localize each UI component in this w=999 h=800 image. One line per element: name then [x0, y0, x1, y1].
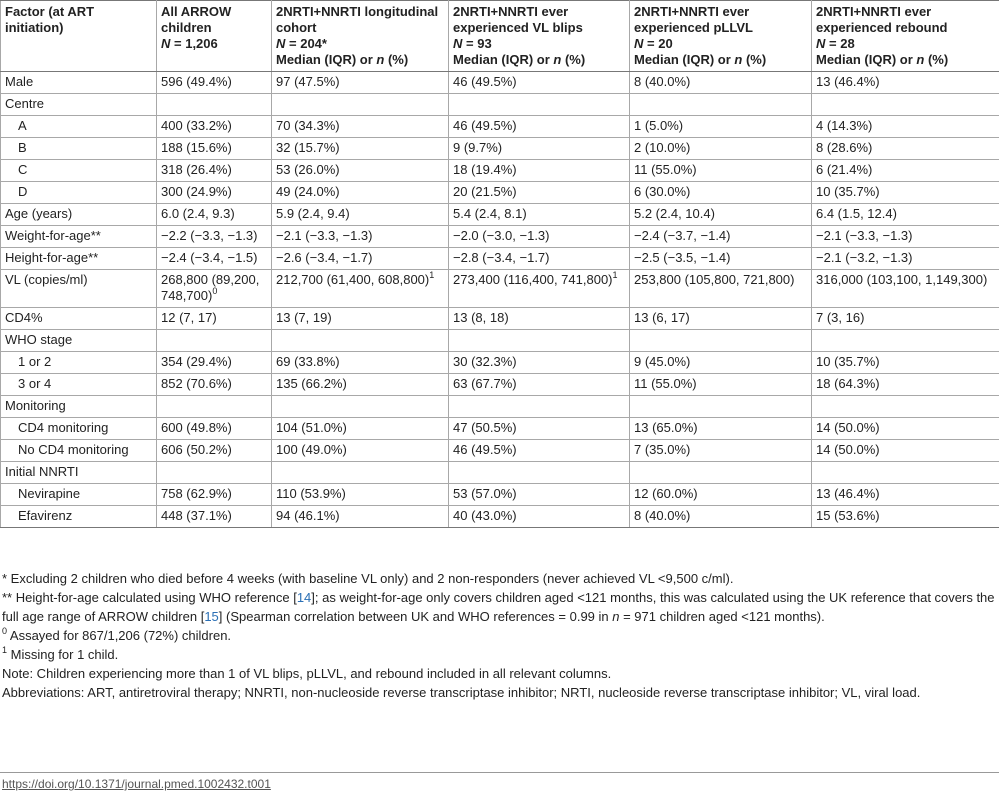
cell-value: 606 (50.2%)	[161, 442, 232, 457]
table-cell	[812, 248, 999, 270]
cell-value: 46 (49.5%)	[453, 442, 517, 457]
header-longitudinal-cohort: 2NRTI+NNRTI longitudinal cohort N = 204* Median (IQR) or n (%)	[272, 1, 449, 72]
table-cell	[812, 308, 999, 330]
cell-value: 7 (35.0%)	[634, 442, 691, 457]
table-cell	[449, 308, 630, 330]
cell-value: 400 (33.2%)	[161, 118, 232, 133]
table-cell	[630, 440, 812, 462]
cell-value: 135 (66.2%)	[276, 376, 347, 391]
cell-value: 253,800 (105,800, 721,800)	[634, 272, 795, 287]
table-cell	[449, 226, 630, 248]
table-row	[1, 248, 999, 270]
table-cell	[449, 374, 630, 396]
table-cell	[157, 330, 272, 352]
cell-value: −2.2 (−3.3, −1.3)	[161, 228, 258, 243]
row-label: CD4 monitoring	[1, 418, 157, 440]
table-cell	[157, 396, 272, 418]
cell-value: 300 (24.9%)	[161, 184, 232, 199]
cell-value: 47 (50.5%)	[453, 420, 517, 435]
cell-value: 13 (46.4%)	[816, 486, 880, 501]
table-cell	[449, 462, 630, 484]
table-cell	[272, 94, 449, 116]
cell-value: 600 (49.8%)	[161, 420, 232, 435]
table-cell	[812, 374, 999, 396]
table-row	[1, 204, 999, 226]
table-cell	[812, 138, 999, 160]
cell-value: 5.9 (2.4, 9.4)	[276, 206, 350, 221]
table-cell	[272, 418, 449, 440]
table-row	[1, 160, 999, 182]
table-cell	[630, 352, 812, 374]
table-cell	[272, 248, 449, 270]
table-cell	[812, 94, 999, 116]
cell-value: 1 (5.0%)	[634, 118, 684, 133]
table-row	[1, 374, 999, 396]
row-label: VL (copies/ml)	[1, 270, 157, 308]
table-row	[1, 72, 999, 94]
table-cell	[157, 352, 272, 374]
table-cell	[812, 72, 999, 94]
row-label: Male	[1, 72, 157, 94]
cell-value: 10 (35.7%)	[816, 354, 880, 369]
cell-value: −2.6 (−3.4, −1.7)	[276, 250, 373, 265]
cell-value: 11 (55.0%)	[634, 162, 697, 177]
table-row	[1, 506, 999, 528]
table-cell	[630, 374, 812, 396]
cell-value: 448 (37.1%)	[161, 508, 232, 523]
cell-value: 4 (14.3%)	[816, 118, 873, 133]
table-cell	[449, 418, 630, 440]
table-cell	[449, 72, 630, 94]
row-label: CD4%	[1, 308, 157, 330]
table-cell	[272, 308, 449, 330]
row-label: D	[1, 182, 157, 204]
footnote-marker: 0	[212, 285, 218, 296]
cell-value: 318 (26.4%)	[161, 162, 232, 177]
table-cell	[449, 396, 630, 418]
cell-value: 46 (49.5%)	[453, 118, 517, 133]
table-cell	[812, 226, 999, 248]
table-cell	[157, 94, 272, 116]
cell-value: 53 (57.0%)	[453, 486, 517, 501]
cell-value: 2 (10.0%)	[634, 140, 691, 155]
cell-value: 13 (6, 17)	[634, 310, 690, 325]
cell-value: 8 (40.0%)	[634, 74, 691, 89]
table-cell	[630, 226, 812, 248]
table-row	[1, 94, 999, 116]
cell-value: 11 (55.0%)	[634, 376, 697, 391]
cell-value: 94 (46.1%)	[276, 508, 340, 523]
cell-value: 9 (9.7%)	[453, 140, 503, 155]
table-cell	[272, 374, 449, 396]
footnote-marker: 1	[429, 269, 435, 280]
table-cell	[157, 72, 272, 94]
header-vl-blips: 2NRTI+NNRTI ever experienced VL blips N = 93 Median (IQR) or n (%)	[449, 1, 630, 72]
table-row	[1, 270, 999, 308]
cell-value: 596 (49.4%)	[161, 74, 232, 89]
table-cell	[812, 116, 999, 138]
table-row	[1, 484, 999, 506]
table-cell	[272, 440, 449, 462]
footnote-one: $^1$ Missing for 1 child.	[2, 644, 119, 662]
header-pllvl: 2NRTI+NNRTI ever experienced pLLVL N = 20 Median (IQR) or n (%)	[630, 1, 812, 72]
reference-link-14[interactable]: 14	[296, 590, 312, 605]
cell-value: 188 (15.6%)	[161, 140, 232, 155]
cell-value: 14 (50.0%)	[816, 420, 880, 435]
cell-value: 18 (19.4%)	[453, 162, 517, 177]
row-label: Age (years)	[1, 204, 157, 226]
footnote-note: Note: Children experiencing more than 1 of VL blips, pLLVL, and rebound included in all relevant columns.	[2, 666, 612, 681]
table-cell	[157, 462, 272, 484]
cell-value: −2.1 (−3.3, −1.3)	[276, 228, 373, 243]
cell-value: 13 (65.0%)	[634, 420, 698, 435]
table-cell	[449, 484, 630, 506]
header-rebound: 2NRTI+NNRTI ever experienced rebound N = 28 Median (IQR) or n (%)	[812, 1, 999, 72]
table-cell	[449, 352, 630, 374]
table-cell	[630, 72, 812, 94]
cell-value: 63 (67.7%)	[453, 376, 517, 391]
table-cell	[449, 94, 630, 116]
cell-value: 70 (34.3%)	[276, 118, 340, 133]
table-cell	[272, 204, 449, 226]
table-cell	[157, 270, 272, 308]
cell-value: 100 (49.0%)	[276, 442, 347, 457]
table-cell	[449, 248, 630, 270]
cell-value: −2.5 (−3.5, −1.4)	[634, 250, 731, 265]
table-cell	[630, 94, 812, 116]
cell-value: 53 (26.0%)	[276, 162, 340, 177]
cell-value: 8 (28.6%)	[816, 140, 873, 155]
table-cell	[812, 462, 999, 484]
cell-value: 268,800 (89,200, 748,700)	[161, 272, 260, 303]
table-row	[1, 308, 999, 330]
table-cell	[157, 484, 272, 506]
table-cell	[812, 484, 999, 506]
cell-value: 13 (8, 18)	[453, 310, 509, 325]
table-cell	[157, 506, 272, 528]
table-cell	[157, 116, 272, 138]
table-cell	[630, 462, 812, 484]
table-cell	[630, 138, 812, 160]
table-cell	[449, 116, 630, 138]
table-row	[1, 352, 999, 374]
cell-value: −2.4 (−3.7, −1.4)	[634, 228, 731, 243]
cell-value: 15 (53.6%)	[816, 508, 880, 523]
table-cell	[449, 204, 630, 226]
cell-value: 40 (43.0%)	[453, 508, 517, 523]
cell-value: 7 (3, 16)	[816, 310, 865, 325]
cell-value: 104 (51.0%)	[276, 420, 347, 435]
cell-value: 6.0 (2.4, 9.3)	[161, 206, 235, 221]
cell-value: 13 (46.4%)	[816, 74, 880, 89]
table-cell	[812, 270, 999, 308]
table-cell	[272, 72, 449, 94]
cell-value: 8 (40.0%)	[634, 508, 691, 523]
table-cell	[272, 352, 449, 374]
cell-value: 97 (47.5%)	[276, 74, 340, 89]
table-cell	[812, 418, 999, 440]
table-cell	[812, 330, 999, 352]
footnote-abbreviations: Abbreviations: ART, antiretroviral therapy; NNRTI, non-nucleoside reverse transcriptase inhibitor; NRTI, nucleoside reverse transcriptase inhibitor; VL, viral load.	[2, 685, 921, 700]
table-cell	[630, 418, 812, 440]
table-cell	[630, 270, 812, 308]
row-label: Centre	[1, 94, 157, 116]
row-label: Efavirenz	[1, 506, 157, 528]
table-row	[1, 330, 999, 352]
cell-value: 316,000 (103,100, 1,149,300)	[816, 272, 988, 287]
table-cell	[272, 484, 449, 506]
row-label: WHO stage	[1, 330, 157, 352]
cell-value: −2.8 (−3.4, −1.7)	[453, 250, 550, 265]
footnote-zero: $^0$ Assayed for 867/1,206 (72%) children.	[2, 625, 232, 643]
table-cell	[272, 160, 449, 182]
table-row	[1, 116, 999, 138]
table-footnotes	[0, 569, 999, 702]
table-cell	[812, 440, 999, 462]
cell-value: 14 (50.0%)	[816, 442, 880, 457]
cell-value: −2.1 (−3.3, −1.3)	[816, 228, 913, 243]
cell-value: 5.2 (2.4, 10.4)	[634, 206, 715, 221]
table-cell	[272, 116, 449, 138]
header-factor: Factor (at ART initiation)	[1, 1, 157, 72]
cell-value: 852 (70.6%)	[161, 376, 232, 391]
cell-value: 354 (29.4%)	[161, 354, 232, 369]
cell-value: 32 (15.7%)	[276, 140, 340, 155]
cell-value: 30 (32.3%)	[453, 354, 517, 369]
cell-value: −2.0 (−3.0, −1.3)	[453, 228, 550, 243]
cell-value: −2.4 (−3.4, −1.5)	[161, 250, 258, 265]
table-cell	[449, 160, 630, 182]
cell-value: 5.4 (2.4, 8.1)	[453, 206, 527, 221]
table-cell	[630, 182, 812, 204]
table-cell	[630, 248, 812, 270]
table-cell	[157, 440, 272, 462]
cell-value: 12 (60.0%)	[634, 486, 698, 501]
footer-divider	[0, 772, 999, 773]
table-cell	[630, 330, 812, 352]
table-cell	[630, 204, 812, 226]
table-cell	[157, 204, 272, 226]
table-cell	[449, 182, 630, 204]
table-cell	[630, 160, 812, 182]
table-cell	[812, 160, 999, 182]
cell-value: 12 (7, 17)	[161, 310, 217, 325]
table-cell	[449, 330, 630, 352]
row-label: Monitoring	[1, 396, 157, 418]
table-cell	[812, 204, 999, 226]
cell-value: 10 (35.7%)	[816, 184, 880, 199]
row-label: A	[1, 116, 157, 138]
table-cell	[449, 138, 630, 160]
table-cell	[272, 182, 449, 204]
table-cell	[630, 506, 812, 528]
table-cell	[272, 462, 449, 484]
table-row	[1, 182, 999, 204]
cell-value: 758 (62.9%)	[161, 486, 232, 501]
table-cell	[272, 270, 449, 308]
table-row	[1, 396, 999, 418]
row-label: Weight-for-age**	[1, 226, 157, 248]
table-cell	[157, 182, 272, 204]
cell-value: 20 (21.5%)	[453, 184, 517, 199]
footnote-marker: 1	[612, 269, 618, 280]
cell-value: 46 (49.5%)	[453, 74, 517, 89]
row-label: Nevirapine	[1, 484, 157, 506]
row-label: 1 or 2	[1, 352, 157, 374]
cell-value: −2.1 (−3.2, −1.3)	[816, 250, 913, 265]
header-all-arrow: All ARROW children N = 1,206	[157, 1, 272, 72]
row-label: B	[1, 138, 157, 160]
table-header-row	[1, 1, 999, 72]
table-cell	[812, 352, 999, 374]
reference-link-15[interactable]: 15	[204, 609, 219, 624]
table-cell	[630, 308, 812, 330]
table-cell	[272, 138, 449, 160]
row-label: C	[1, 160, 157, 182]
cell-value: 110 (53.9%)	[276, 486, 346, 501]
cell-value: 6 (21.4%)	[816, 162, 873, 177]
cell-value: 69 (33.8%)	[276, 354, 340, 369]
doi-link[interactable]: https://doi.org/10.1371/journal.pmed.1002432.t001	[2, 777, 271, 791]
table-cell	[812, 396, 999, 418]
cell-value: 9 (45.0%)	[634, 354, 691, 369]
table-cell	[449, 270, 630, 308]
table-row	[1, 226, 999, 248]
table-cell	[630, 396, 812, 418]
table-row	[1, 418, 999, 440]
table-cell	[630, 116, 812, 138]
cell-value: 212,700 (61,400, 608,800)	[276, 272, 430, 287]
table-cell	[157, 160, 272, 182]
table-cell	[157, 248, 272, 270]
row-label: Initial NNRTI	[1, 462, 157, 484]
table-cell	[449, 440, 630, 462]
cell-value: 18 (64.3%)	[816, 376, 880, 391]
table-cell	[449, 506, 630, 528]
cell-value: 6.4 (1.5, 12.4)	[816, 206, 897, 221]
table-cell	[157, 308, 272, 330]
table-cell	[272, 396, 449, 418]
cell-value: 6 (30.0%)	[634, 184, 691, 199]
row-label: 3 or 4	[1, 374, 157, 396]
table-cell	[272, 330, 449, 352]
table-cell	[157, 138, 272, 160]
table-cell	[157, 226, 272, 248]
cell-value: 13 (7, 19)	[276, 310, 332, 325]
row-label: Height-for-age**	[1, 248, 157, 270]
table-cell	[272, 226, 449, 248]
row-label: No CD4 monitoring	[1, 440, 157, 462]
footnote-double-asterisk: ** Height-for-age calculated using WHO reference [14]; as weight-for-age only covers children aged <121 months, this was calculated using the UK reference that covers the full age range of ARROW children [15] (Spearman correlation between UK and WHO references = 0.99 in n = 971 children aged <121 months).	[2, 590, 995, 624]
cell-value: 273,400 (116,400, 741,800)	[453, 272, 613, 287]
table-body	[1, 72, 999, 528]
table-row	[1, 138, 999, 160]
table-cell	[157, 374, 272, 396]
table-cell	[812, 506, 999, 528]
table-row	[1, 440, 999, 462]
footnote-asterisk: * Excluding 2 children who died before 4 weeks (with baseline VL only) and 2 non-responders (never achieved VL <9,500 c/ml).	[2, 571, 734, 586]
table-cell	[812, 182, 999, 204]
table-row	[1, 462, 999, 484]
table-cell	[157, 418, 272, 440]
table-cell	[630, 484, 812, 506]
table-cell	[272, 506, 449, 528]
cell-value: 49 (24.0%)	[276, 184, 340, 199]
